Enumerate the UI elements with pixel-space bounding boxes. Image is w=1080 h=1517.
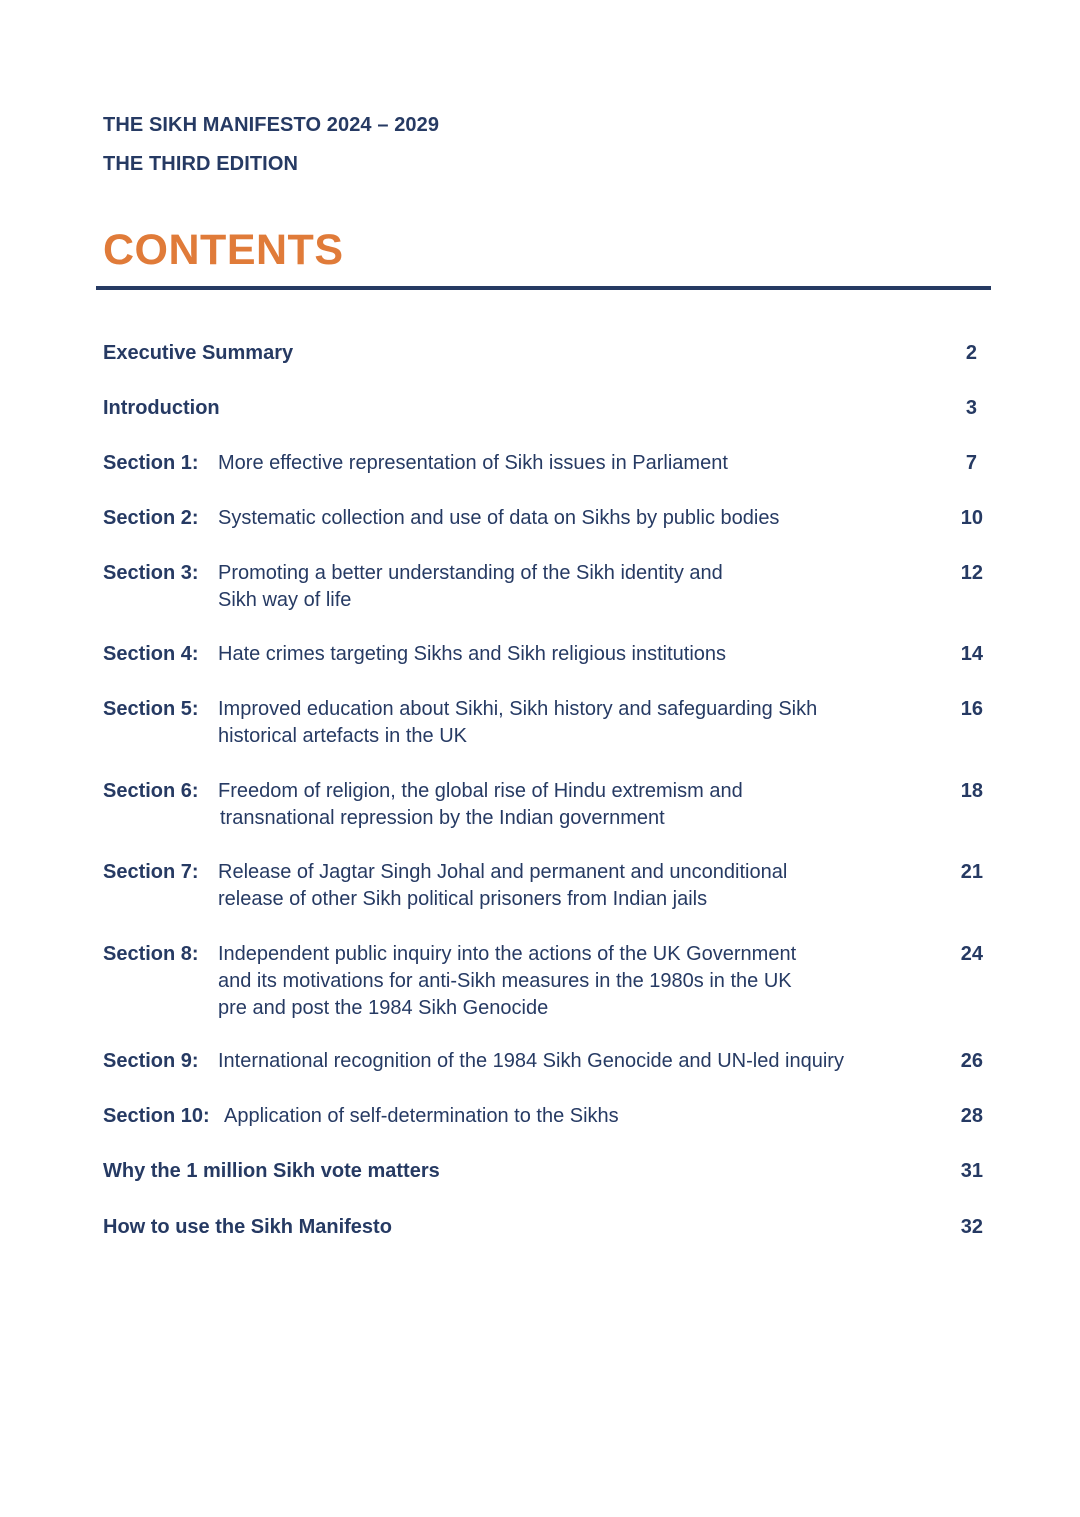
toc-entry-label: Executive Summary — [103, 342, 294, 364]
toc-page-number: 16 — [960, 698, 983, 720]
toc-section-title — [218, 778, 918, 832]
toc-section-title — [218, 505, 918, 532]
toc-entry-label: Why the 1 million Sikh vote matters — [103, 1160, 440, 1182]
toc-page-number: 24 — [960, 943, 983, 965]
toc-page-number: 18 — [960, 780, 983, 802]
toc-title-line: and its motivations for anti-Sikh measures in the 1980s in the UK — [218, 970, 792, 992]
toc-title-line: Systematic collection and use of data on Sikhs by public bodies — [218, 507, 780, 529]
toc-title-line: Promoting a better understanding of the Sikh identity and — [218, 562, 723, 584]
toc-page-number: 32 — [960, 1216, 983, 1238]
toc-entry-label: How to use the Sikh Manifesto — [103, 1216, 392, 1238]
toc-title-line: release of other Sikh political prisoners from Indian jails — [218, 888, 708, 910]
toc-title-line: Freedom of religion, the global rise of Hindu extremism and — [218, 780, 743, 802]
toc-page-number: 28 — [960, 1105, 983, 1127]
toc-section-prefix: Section 10: — [103, 1105, 210, 1127]
toc-title-line: transnational repression by the Indian government — [220, 807, 665, 829]
toc-section-prefix: Section 9: — [103, 1050, 199, 1072]
toc-section-prefix: Section 4: — [103, 643, 199, 665]
toc-section-prefix: Section 5: — [103, 698, 199, 720]
toc-page-number: 3 — [965, 397, 977, 419]
contents-heading: CONTENTS — [103, 226, 344, 274]
toc-section-title — [218, 941, 918, 1022]
toc-title-line: pre and post the 1984 Sikh Genocide — [218, 997, 549, 1019]
toc-section-title — [218, 696, 918, 750]
toc-page-number: 26 — [960, 1050, 983, 1072]
toc-section-title — [218, 1048, 928, 1075]
toc-section-title — [218, 641, 918, 668]
toc-page-number: 21 — [960, 861, 983, 883]
toc-title-line: historical artefacts in the UK — [218, 725, 467, 747]
toc-title-line: Independent public inquiry into the actions of the UK Government — [218, 943, 797, 965]
toc-page-number: 12 — [960, 562, 983, 584]
toc-title-line: International recognition of the 1984 Sikh Genocide and UN-led inquiry — [218, 1050, 844, 1072]
toc-title-line: Sikh way of life — [218, 589, 352, 611]
toc-section-prefix: Section 2: — [103, 507, 199, 529]
toc-section-prefix: Section 1: — [103, 452, 199, 474]
toc-section-prefix: Section 8: — [103, 943, 199, 965]
toc-page-number: 10 — [960, 507, 983, 529]
toc-section-title — [218, 560, 918, 614]
toc-section-prefix: Section 3: — [103, 562, 199, 584]
toc-page-number: 14 — [960, 643, 983, 665]
toc-section-title — [218, 450, 918, 477]
toc-page-number: 31 — [960, 1160, 983, 1182]
toc-title-line: Improved education about Sikhi, Sikh history and safeguarding Sikh — [218, 698, 818, 720]
toc-entry-label: Introduction — [103, 397, 220, 419]
document-edition: THE THIRD EDITION — [103, 153, 299, 175]
toc-title-line: Hate crimes targeting Sikhs and Sikh religious institutions — [218, 643, 727, 665]
toc-section-title — [224, 1103, 924, 1130]
toc-section-title — [218, 859, 918, 913]
toc-page-number: 2 — [965, 342, 977, 364]
toc-title-line: Application of self-determination to the Sikhs — [224, 1105, 619, 1127]
toc-section-prefix: Section 6: — [103, 780, 199, 802]
toc-title-line: More effective representation of Sikh issues in Parliament — [218, 452, 728, 474]
toc-title-line: Release of Jagtar Singh Johal and permanent and unconditional — [218, 861, 788, 883]
toc-page-number: 7 — [965, 452, 977, 474]
document-title: THE SIKH MANIFESTO 2024 – 2029 — [103, 114, 440, 136]
contents-divider — [96, 286, 991, 290]
toc-section-prefix: Section 7: — [103, 861, 199, 883]
